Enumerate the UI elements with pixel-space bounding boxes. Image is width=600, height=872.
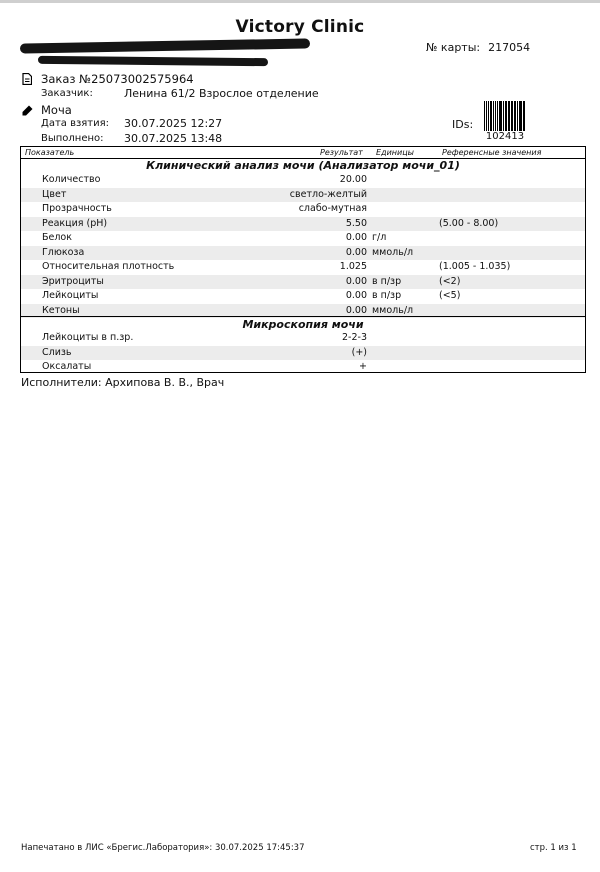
row-result: 20.00	[339, 174, 367, 185]
completed-date-value: 30.07.2025 13:48	[124, 132, 223, 145]
table-row	[21, 260, 585, 275]
row-unit: в п/зр	[372, 275, 402, 287]
footer-printed: Напечатано в ЛИС «Брегис.Лаборатория»: 30.07.2025 17:45:37	[21, 843, 305, 853]
order-title: Заказ №25073002575964	[41, 72, 194, 86]
barcode-bar	[497, 101, 498, 131]
row-name: Лейкоциты в п.зр.	[42, 332, 134, 343]
row-unit: ммоль/л	[372, 246, 414, 258]
barcode-bar	[486, 101, 487, 131]
barcode-bar	[514, 101, 515, 131]
row-result: 0.00	[345, 304, 367, 316]
row-result: 0.00	[345, 246, 367, 258]
row-result: 0.00	[345, 290, 367, 301]
table-row	[21, 360, 585, 375]
row-reference: (5.00 - 8.00)	[439, 217, 499, 229]
customer-value: Ленина 61/2 Взрослое отделение	[124, 87, 319, 100]
table-row	[21, 246, 585, 261]
barcode-bar	[500, 101, 501, 131]
header-reference: Референсные значения	[442, 148, 542, 157]
section-divider	[21, 316, 585, 317]
row-result: +	[359, 361, 367, 372]
taken-date-label: Дата взятия:	[41, 118, 110, 129]
barcode-bar	[517, 101, 518, 131]
completed-date-label: Выполнено:	[41, 133, 104, 144]
row-result: (+)	[351, 346, 367, 358]
row-name: Прозрачность	[42, 203, 112, 214]
table-row	[21, 173, 585, 188]
table-row	[21, 346, 585, 361]
header-indicator: Показатель	[25, 148, 75, 157]
row-result: 1.025	[339, 261, 367, 272]
redacted-patient-name	[20, 38, 310, 53]
barcode-bar	[523, 101, 524, 131]
table-row	[21, 188, 585, 203]
row-name: Глюкоза	[42, 246, 85, 258]
barcode-bar	[503, 101, 504, 131]
row-result: светло-желтый	[289, 188, 367, 200]
table-row	[21, 202, 585, 217]
row-name: Кетоны	[42, 304, 80, 316]
row-result: 2-2-3	[342, 332, 367, 343]
footer-page: стр. 1 из 1	[530, 843, 577, 853]
taken-date-value: 30.07.2025 12:27	[124, 117, 223, 130]
row-result: слабо-мутная	[298, 203, 367, 214]
row-name: Количество	[42, 174, 101, 185]
row-unit: ммоль/л	[372, 304, 414, 316]
card-number	[426, 41, 530, 54]
row-reference: (<2)	[439, 275, 461, 287]
results-table	[20, 146, 586, 373]
table-row	[21, 275, 585, 290]
row-name: Реакция (pH)	[42, 217, 108, 229]
barcode-bar	[488, 101, 489, 131]
row-reference: (1.005 - 1.035)	[439, 261, 511, 272]
barcode-bar	[511, 101, 512, 131]
ids-label: IDs:	[452, 118, 474, 131]
header-result: Результат	[320, 148, 363, 157]
row-name: Относительная плотность	[42, 261, 175, 272]
barcode-bar	[509, 101, 510, 131]
row-name: Цвет	[42, 188, 67, 200]
document-icon	[22, 70, 32, 89]
barcode-bar	[490, 101, 492, 131]
clinic-title: Victory Clinic	[235, 17, 365, 37]
section-title-clinical: Клинический анализ мочи (Анализатор мочи_01)	[146, 159, 460, 172]
row-result: 0.00	[345, 232, 367, 243]
barcode-bar	[493, 101, 494, 131]
table-row	[21, 289, 585, 304]
customer-label: Заказчик:	[41, 88, 93, 99]
barcode-bar	[495, 101, 496, 131]
row-name: Слизь	[42, 346, 72, 358]
row-name: Оксалаты	[42, 361, 92, 372]
row-result: 0.00	[345, 275, 367, 287]
row-name: Лейкоциты	[42, 290, 99, 301]
table-row	[21, 231, 585, 246]
row-name: Эритроциты	[42, 275, 104, 287]
executors: Исполнители: Архипова В. В., Врач	[21, 376, 225, 389]
header-units: Единицы	[376, 148, 414, 157]
card-value: 217054	[488, 41, 531, 54]
barcode-bar	[508, 101, 509, 131]
barcode-bar	[515, 101, 516, 131]
barcode-bar	[499, 101, 500, 131]
barcode-bar	[524, 101, 525, 131]
barcode-bar	[484, 101, 485, 131]
row-reference: (<5)	[439, 290, 461, 301]
card-label: № карты:	[426, 41, 481, 54]
section-title-microscopy: Микроскопия мочи	[242, 318, 364, 331]
redacted-patient-info	[38, 56, 268, 66]
row-result: 5.50	[345, 217, 367, 229]
material-label: Моча	[41, 103, 72, 117]
barcode-number: 102413	[485, 131, 525, 142]
barcode	[484, 101, 526, 131]
table-row	[21, 331, 585, 346]
barcode-bar	[519, 101, 521, 131]
row-unit: в п/зр	[372, 290, 402, 301]
row-unit: г/л	[372, 232, 387, 243]
row-name: Белок	[42, 232, 72, 243]
top-border	[0, 0, 600, 3]
barcode-bar	[505, 101, 507, 131]
table-row	[21, 217, 585, 232]
test-tube-icon	[22, 101, 33, 120]
